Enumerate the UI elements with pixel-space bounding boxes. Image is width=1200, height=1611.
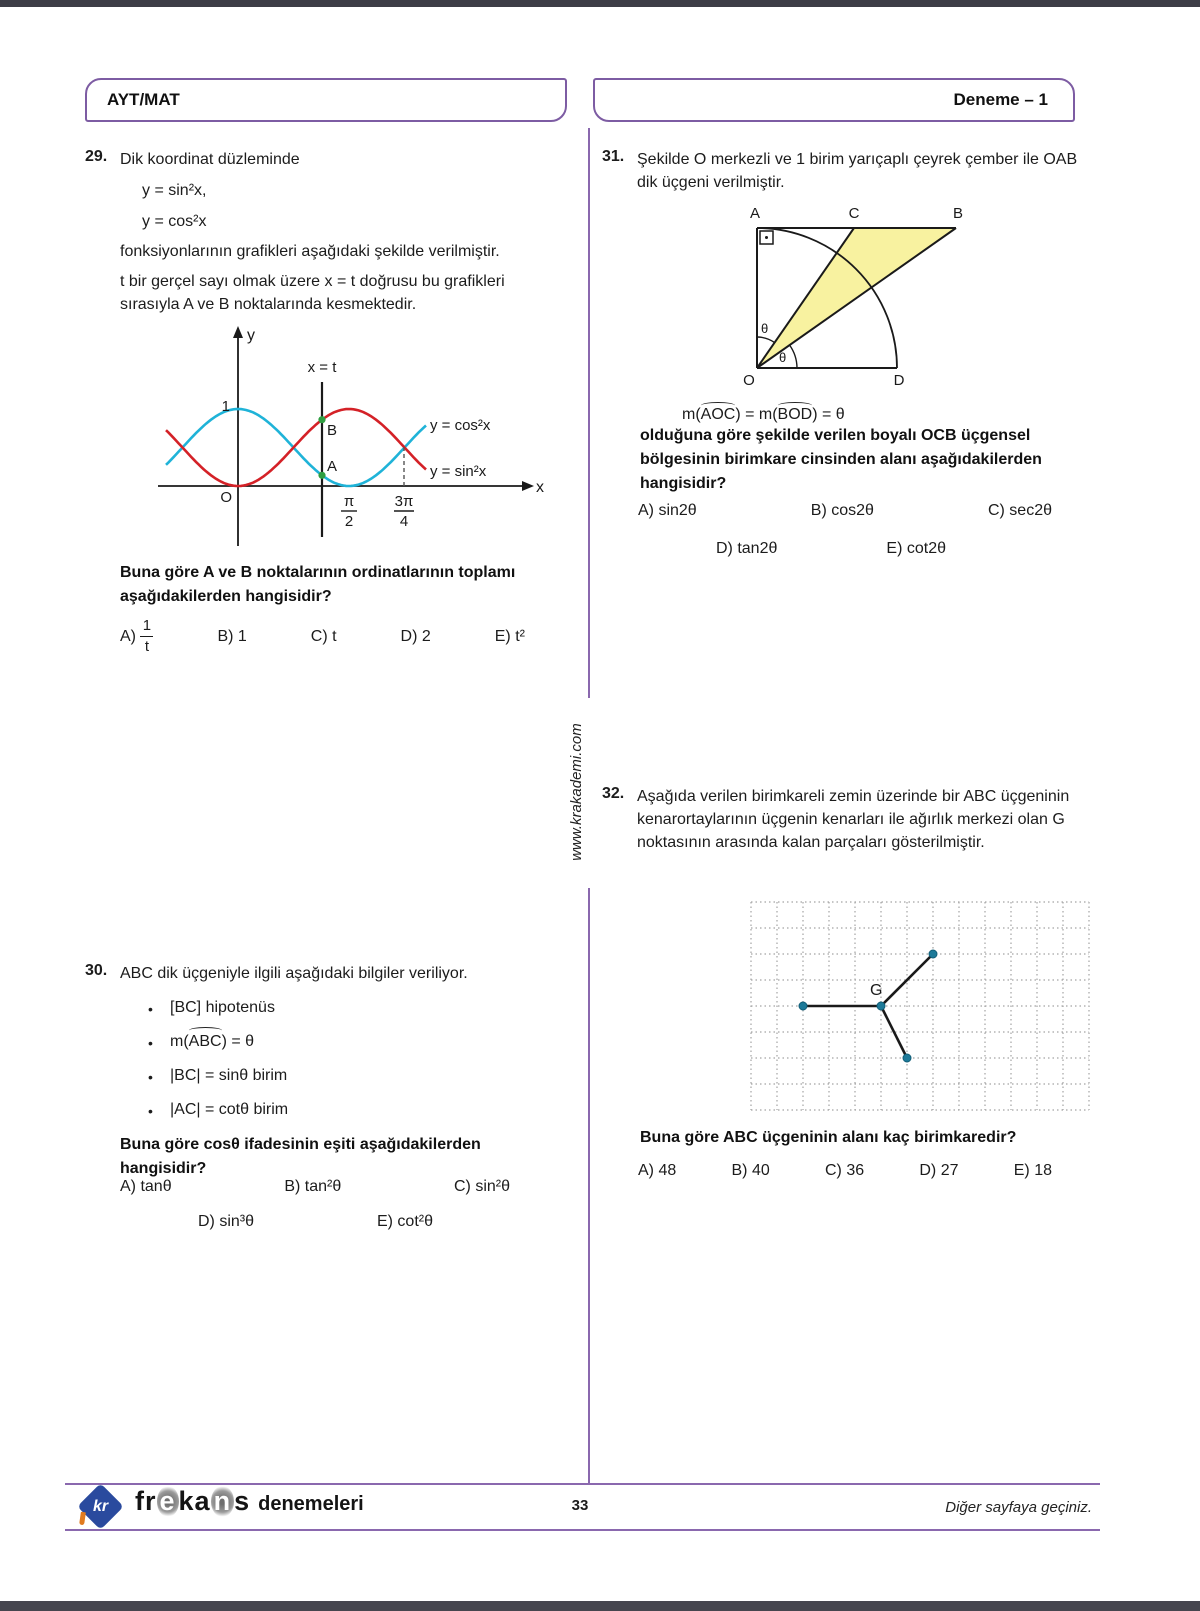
brand-s: s — [234, 1486, 251, 1516]
option-32-a: A) 48 — [638, 1162, 677, 1179]
vertex-O-label: O — [743, 372, 755, 389]
point-A-label: A — [327, 458, 338, 475]
theta-arc-AOC — [757, 337, 775, 343]
eq-post: ) = θ — [812, 406, 845, 423]
top-scan-bar — [0, 0, 1200, 7]
exam-section-title: AYT/MAT — [107, 90, 180, 109]
tick-pi-num: π — [343, 493, 355, 510]
theta-arc-BOD — [790, 345, 798, 368]
bullet-item-2 — [148, 1031, 567, 1054]
origin-label: O — [220, 489, 232, 506]
fraction-bar — [140, 636, 153, 638]
centroid-G-label: G — [870, 982, 883, 999]
publisher-logo-pencil-icon — [79, 1512, 86, 1526]
vertex-A-label: A — [749, 205, 761, 222]
question-29 — [85, 148, 567, 316]
question-29-options — [120, 618, 525, 655]
question-29-intro: Dik koordinat düzleminde — [120, 151, 300, 168]
question-32-intro: Aşağıda verilen birimkareli zemin üzerinde bir ABC üçgeninin kenarortaylarının üçgenin kenarları ile ağırlık merkezi olan G noktasının arasında kalan parçaları gösterilmiştir. — [637, 788, 1070, 851]
angle-expr-post: ) = θ — [221, 1033, 255, 1050]
bullet-4-text: |AC| = cotθ birim — [170, 1101, 289, 1118]
option-31-b: B) cos2θ — [810, 502, 874, 519]
y-axis-arrow — [233, 326, 243, 338]
option-30-b: B) tan²θ — [284, 1178, 342, 1195]
x-equals-t-label: x = t — [307, 359, 337, 376]
option-30-a: A) tanθ — [120, 1178, 172, 1195]
option-29-b: B) 1 — [217, 627, 247, 645]
brand-fr: fr — [135, 1486, 157, 1516]
option-30-c: C) sin²θ — [453, 1178, 510, 1195]
question-31-number: 31. — [602, 148, 625, 165]
bullet-glyph: • — [148, 1001, 153, 1017]
question-29-eq1: y = sin²x, — [142, 182, 207, 199]
x-axis-label: x — [536, 479, 544, 496]
theta1-label: θ — [761, 321, 769, 336]
page-number: 33 — [571, 1497, 589, 1514]
publisher-logo-kr: kr — [92, 1498, 109, 1515]
column-divider-bottom — [588, 888, 590, 1484]
q31-quarter-circle-figure — [727, 198, 1047, 398]
angle-arc-AOC: AOC — [700, 406, 736, 423]
tick-3pi-num: 3π — [394, 493, 414, 510]
option-29-a — [120, 618, 153, 655]
question-30 — [85, 962, 567, 1181]
vertex-B-label: B — [952, 205, 964, 222]
bullet-1-text: [BC] hipotenüs — [170, 999, 275, 1016]
question-32 — [602, 785, 1092, 854]
footer-bottom-rule — [65, 1529, 1100, 1531]
angle-arc-BOD: BOD — [777, 406, 813, 423]
point-B-label: B — [327, 422, 338, 439]
column-divider-top — [588, 128, 590, 698]
question-30-options-row2 — [198, 1213, 433, 1231]
option-30-d: D) sin³θ — [198, 1213, 255, 1230]
header-left-box — [85, 78, 567, 122]
brand-n-styled: n — [211, 1486, 235, 1517]
bottom-scan-bar — [0, 1601, 1200, 1611]
right-angle-dot — [765, 236, 768, 239]
exam-name: Deneme – 1 — [953, 90, 1048, 109]
bullet-item-1 — [148, 997, 567, 1020]
centroid-G-dot — [877, 1002, 885, 1010]
y-axis-label: y — [247, 327, 255, 344]
question-32-number: 32. — [602, 785, 625, 802]
question-31-equation — [682, 406, 845, 424]
option-31-c: C) sec2θ — [987, 502, 1052, 519]
theta2-label: θ — [779, 350, 787, 365]
fraction-denominator: t — [144, 638, 150, 656]
cos-curve-label: y = cos²x — [430, 417, 491, 434]
next-page-note: Diğer sayfaya geçiniz. — [945, 1499, 1092, 1516]
option-29-d: D) 2 — [400, 627, 431, 645]
option-30-e: E) cot²θ — [376, 1213, 433, 1230]
vertex-C-label: C — [848, 205, 860, 222]
question-29-eq2: y = cos²x — [142, 213, 207, 230]
option-32-e: E) 18 — [1013, 1162, 1052, 1179]
cos-squared-curve — [166, 409, 426, 486]
brand-wordmark — [135, 1486, 364, 1517]
q32-grid-figure — [748, 898, 1094, 1116]
sin-curve-label: y = sin²x — [430, 463, 487, 480]
question-29-para2: t bir gerçel sayı olmak üzere x = t doğrusu bu grafikleri sırasıyla A ve B noktalarında kesmektedir. — [120, 273, 505, 313]
question-31 — [602, 148, 1092, 194]
option-29-e: E) t² — [494, 627, 525, 645]
endpoint-dot-lower — [903, 1054, 911, 1062]
x-axis-arrow — [522, 481, 534, 491]
option-29-c: C) t — [310, 627, 337, 645]
option-32-d: D) 27 — [919, 1162, 959, 1179]
bullet-3-text: |BC| = sinθ birim — [170, 1067, 288, 1084]
endpoint-dot-upper-right — [929, 950, 937, 958]
question-31-options-row2 — [716, 540, 946, 558]
option-32-b: B) 40 — [731, 1162, 770, 1179]
watermark-url: www.krakademi.com — [568, 723, 585, 861]
footer-top-rule — [65, 1483, 1100, 1485]
tick-pi-den: 2 — [344, 513, 354, 530]
angle-expr-pre: m( — [170, 1033, 189, 1050]
header-right-box — [593, 78, 1075, 122]
brand-e-styled: e — [157, 1486, 179, 1517]
option-31-d: D) tan2θ — [716, 540, 778, 557]
question-31-intro: Şekilde O merkezli ve 1 birim yarıçaplı çeyrek çember ile OAB dik üçgeni verilmiştir. — [637, 151, 1078, 191]
question-31-options-row1 — [638, 502, 1052, 520]
brand-ka: ka — [178, 1486, 211, 1516]
bullet-glyph: • — [148, 1035, 153, 1051]
bullet-glyph: • — [148, 1069, 153, 1085]
question-29-para1: fonksiyonlarının grafikleri aşağıdaki şekilde verilmiştir. — [120, 243, 500, 260]
question-29-number: 29. — [85, 148, 108, 165]
question-30-number: 30. — [85, 962, 108, 979]
question-30-intro: ABC dik üçgeniyle ilgili aşağıdaki bilgiler veriliyor. — [120, 965, 468, 982]
eq-pre: m( — [682, 406, 701, 423]
vertex-D-label: D — [893, 372, 905, 389]
question-32-options — [638, 1162, 1052, 1180]
option-31-a: A) sin2θ — [638, 502, 697, 519]
question-29-stem: Buna göre A ve B noktalarının ordinatlarının toplamı aşağıdakilerden hangisidir? — [120, 564, 516, 605]
option-32-c: C) 36 — [825, 1162, 865, 1179]
bullet-2-text — [170, 1031, 254, 1053]
bullet-item-3 — [148, 1065, 567, 1088]
option-31-e: E) cot2θ — [886, 540, 946, 557]
question-30-options-row1 — [120, 1178, 510, 1196]
brand-suffix: denemeleri — [258, 1493, 364, 1515]
median-segment-lower — [881, 1006, 907, 1058]
question-30-stem: Buna göre cosθ ifadesinin eşiti aşağıdakilerden hangisidir? — [120, 1136, 481, 1177]
y-tick-one: 1 — [221, 398, 230, 415]
point-A-dot — [318, 472, 325, 479]
bullet-glyph: • — [148, 1103, 153, 1119]
sin-squared-curve — [166, 409, 426, 486]
angle-arc-ABC: ABC — [189, 1031, 222, 1053]
tick-3pi-den: 4 — [399, 513, 409, 530]
option-29-a-label: A) — [120, 627, 136, 645]
fraction-numerator: 1 — [142, 617, 152, 634]
bullet-item-4 — [148, 1099, 567, 1122]
option-29-a-fraction — [140, 618, 153, 655]
question-31-stem: olduğuna göre şekilde verilen boyalı OCB üçgensel bölgesinin birimkare cinsinden alanı aşağıdakilerden hangisidir? — [640, 427, 1042, 492]
eq-mid: ) = m( — [735, 406, 778, 423]
q29-trig-graph — [150, 318, 545, 553]
point-B-dot — [318, 416, 325, 423]
endpoint-dot-left — [799, 1002, 807, 1010]
question-32-stem: Buna göre ABC üçgeninin alanı kaç birimkaredir? — [640, 1129, 1017, 1146]
